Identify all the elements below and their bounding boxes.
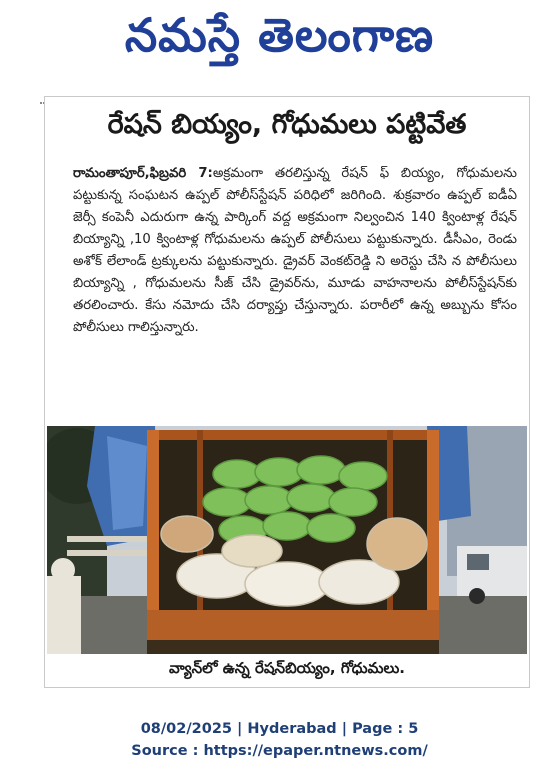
news-clipping — [44, 96, 530, 688]
source-link[interactable]: Source : https://epaper.ntnews.com/ — [131, 743, 428, 759]
article-dateline: రామంతాపూర్‌,ఫిబ్రవరి 7: — [73, 166, 213, 181]
article-body — [73, 163, 517, 339]
article-headline: రేషన్‌ బియ్యం, గోధుమలు పట్టివేత — [107, 109, 467, 140]
article-body-text: అక్రమంగా తరలిస్తున్న రేషన్‌ ఫ్‌ బియ్యం, గోధుమలను పట్టుకున్న సంఘటన ఉప్పల్‌ పోలీస్‌స్టేషన్‌ పరిధిలో జరిగింది. శుక్రవారం ఉప్పల్‌ ఐడీఏ జెర్సీ కంపెనీ ఎదురుగా ఉన్న పార్కింగ్‌ వద్ద అక్రమంగా నిల్వంచిన 140 క్వింటాళ్ల రేషన్‌ బియ్యాన్ని ,10 క్వింటాళ్ల గోధుమలను ఉప్పల్‌ పోలీసులు పట్టుకున్నారు. డీసీఎం, రెండు అశోక్‌ లేలాండ్‌ ట్రక్కులను పట్టుకున్నారు. డ్రైవర్‌ వెంకట్‌రెడ్డి ని అరెస్టు చేసి న పోలీసులు బియ్యాన్ని , గోధుమలను సీజ్‌ చేసి డ్రైవర్‌ను, మూడు వాహనాలను పోలీస్‌స్టేషన్‌కు తరలించారు. కేసు నమోదు చేసి దర్యాప్తు చేస్తున్నారు. పరారీలో ఉన్న అబ్బును కోసం పోలీసులు గాలిస్తున్నారు. — [73, 166, 517, 335]
truck-sacks-image — [47, 426, 527, 654]
publication-info: 08/02/2025 | Hyderabad | Page : 5 — [140, 721, 419, 737]
photo-caption: వ్యాన్‌లో ఉన్న రేషన్‌బియ్యం, గోధుమలు. — [169, 659, 405, 677]
newspaper-logo: నమస్తే తెలంగాణ — [124, 8, 435, 62]
article-photo — [47, 426, 527, 654]
page-footer — [0, 718, 559, 762]
masthead — [0, 0, 559, 88]
